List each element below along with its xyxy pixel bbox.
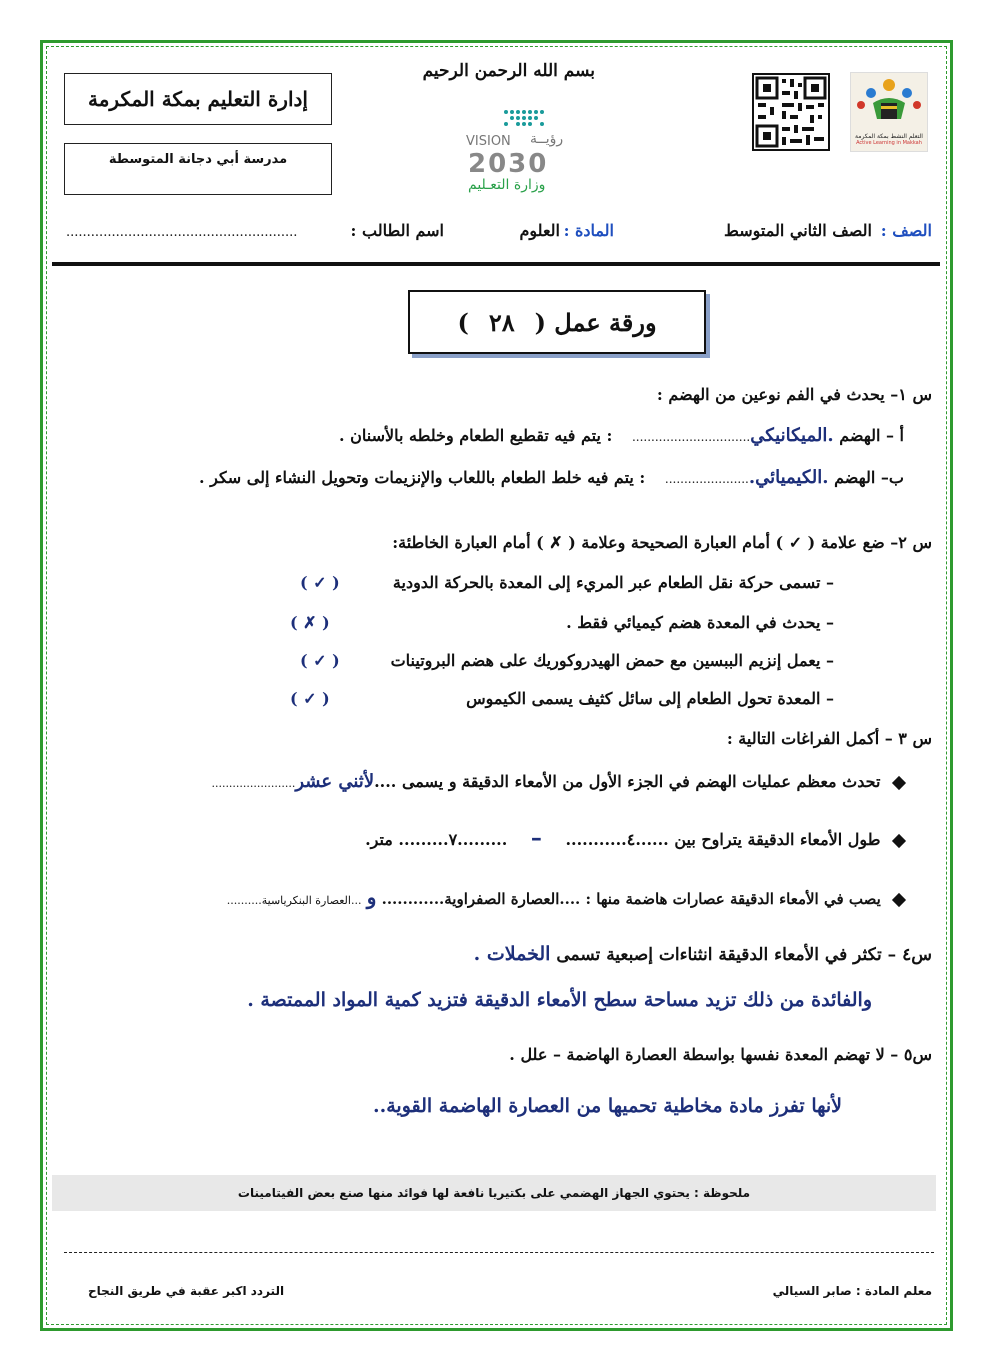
q2-item-2: – يحدث في المعدة هضم كيميائي فقط . [566, 613, 834, 632]
q1-b-dots: ...................... [664, 472, 749, 486]
q2-mark-3[interactable]: ( ✓ ) [300, 651, 340, 670]
teacher-name: معلم المادة : صابر السيالي [772, 1284, 932, 1298]
q3-item-1-dots: ........................ [211, 777, 296, 790]
school-box [64, 143, 332, 195]
q3-item-3-and: و [366, 885, 377, 909]
active-learning-logo [850, 72, 928, 152]
q4-answer: الخملات . [473, 943, 551, 965]
q3-item-3-text: يصب في الأمعاء الدقيقة عصارات هاضمة منها : ....العصارة الصفراوية............ [381, 890, 881, 908]
q3-item-2-text: طول الأمعاء الدقيقة يتراوح بين ......٤........... [565, 830, 881, 849]
logo-caption-en: Active Learning in Makkah [856, 140, 922, 146]
q4-text: س٤ – تكثر في الأمعاء الدقيقة انثناءات إصبعية تسمى [556, 945, 932, 965]
subject-value: العلوم [519, 221, 560, 240]
student-name-field[interactable]: ........................................................ [66, 225, 298, 240]
q2-mark-1[interactable]: ( ✓ ) [300, 573, 340, 592]
worksheet-title-box [408, 290, 706, 354]
bullet-icon [892, 893, 906, 907]
q3-item-2-rest: .........٧......... متر. [365, 830, 508, 849]
q3-item-1-answer: لأثني عشر [295, 771, 375, 792]
vision-year: 2030 [468, 149, 549, 179]
worksheet-title: ورقة عمل ( [534, 307, 657, 337]
q1-b-rest: : يتم فيه خلط الطعام باللعاب والإنزيمات وتحويل النشاء إلى سكر . [199, 468, 646, 487]
q3-item-1-text: تحدث معظم عمليات الهضم في الجزء الأول من الأمعاء الدقيقة و يسمى .... [374, 772, 881, 791]
note-bar [52, 1175, 936, 1211]
qr-code [752, 73, 830, 151]
vision-en: VISION [466, 134, 511, 149]
admin-box [64, 73, 332, 125]
vision-ar: رؤيــة [530, 131, 564, 147]
bullet-icon [892, 833, 906, 847]
worksheet-number: ٢٨ [488, 307, 515, 337]
q1-a-prefix: أ – الهضم [839, 426, 904, 445]
q1-b-row [199, 468, 904, 488]
worksheet-title-close: ) [457, 307, 469, 337]
header-divider [52, 262, 940, 266]
q2-mark-2[interactable]: ( ✗ ) [290, 613, 330, 632]
student-label: اسم الطالب : [350, 221, 444, 240]
q2-item-4: – المعدة تحول الطعام إلى سائل كثيف يسمى الكيموس [466, 689, 834, 708]
q1-a-rest: : يتم فيه تقطيع الطعام وخلطه بالأسنان . [339, 426, 613, 445]
q3-item-3 [227, 886, 904, 908]
q2-mark-4[interactable]: ( ✓ ) [290, 689, 330, 708]
q1-b-answer: .الكيميائي. [748, 467, 829, 488]
q3-item-2 [365, 826, 904, 850]
q2-title: س ٢– ضع علامة ( ✓ ) أمام العبارة الصحيحة وعلامة ( ✗ ) أمام العبارة الخاطئة: [392, 533, 932, 552]
school-name: مدرسة أبي دجانة المتوسطة [108, 152, 288, 167]
q1-b-prefix: ب– الهضم [834, 468, 904, 487]
logo-caption: التعلم النشط بمكة المكرمة [855, 133, 923, 140]
q1-title: س ١– يحدث في الفم نوعين من الهضم : [656, 385, 932, 404]
q5-answer: لأنها تفرز مادة مخاطية تحميها من العصارة الهاضمة القوية.. [372, 1095, 842, 1117]
admin-name: إدارة التعليم بمكة المكرمة [88, 87, 308, 111]
q3-item-2-dash: – [530, 825, 542, 851]
q1-a-dots: ............................... [631, 430, 751, 444]
q4-benefit: والفائدة من ذلك تزيد مساحة سطح الأمعاء الدقيقة فتزيد كمية المواد الممتصة . [247, 989, 872, 1011]
footer-divider [64, 1252, 934, 1253]
q5-text: س٥ – لا تهضم المعدة نفسها بواسطة العصارة الهاضمة – علل . [509, 1045, 932, 1064]
q3-item-1 [211, 772, 904, 792]
q4-row [474, 944, 932, 965]
note-text: ملحوظة : يحتوي الجهاز الهضمي على بكتيريا نافعة لها فوائد منها صنع بعض الفيتامينات [237, 1186, 751, 1200]
q2-item-1: – تسمى حركة نقل الطعام عبر المريء إلى المعدة بالحركة الدودية [392, 573, 834, 592]
q1-a-answer: .الميكانيكي [750, 425, 834, 446]
bullet-icon [892, 775, 906, 789]
footer-motto: التردد اكبر عقبة في طريق النجاح [88, 1284, 285, 1298]
subject-label: المادة : [563, 221, 614, 240]
q2-item-3: – يعمل إنزيم الببسين مع حمض الهيدروكوريك على هضم البروتينات [390, 651, 834, 670]
q3-title: س ٣ – أكمل الفراغات التالية : [726, 729, 932, 748]
basmala: بسم الله الرحمن الرحيم [422, 61, 595, 81]
q3-item-3-rest: ...العصارة البنكرياسية.......... [226, 894, 362, 907]
grade-label: الصف : [880, 221, 932, 240]
ministry-name: وزارة التعـليم [468, 177, 546, 193]
q1-a-row [339, 426, 904, 446]
grade-value: الصف الثاني المتوسط [724, 221, 872, 240]
